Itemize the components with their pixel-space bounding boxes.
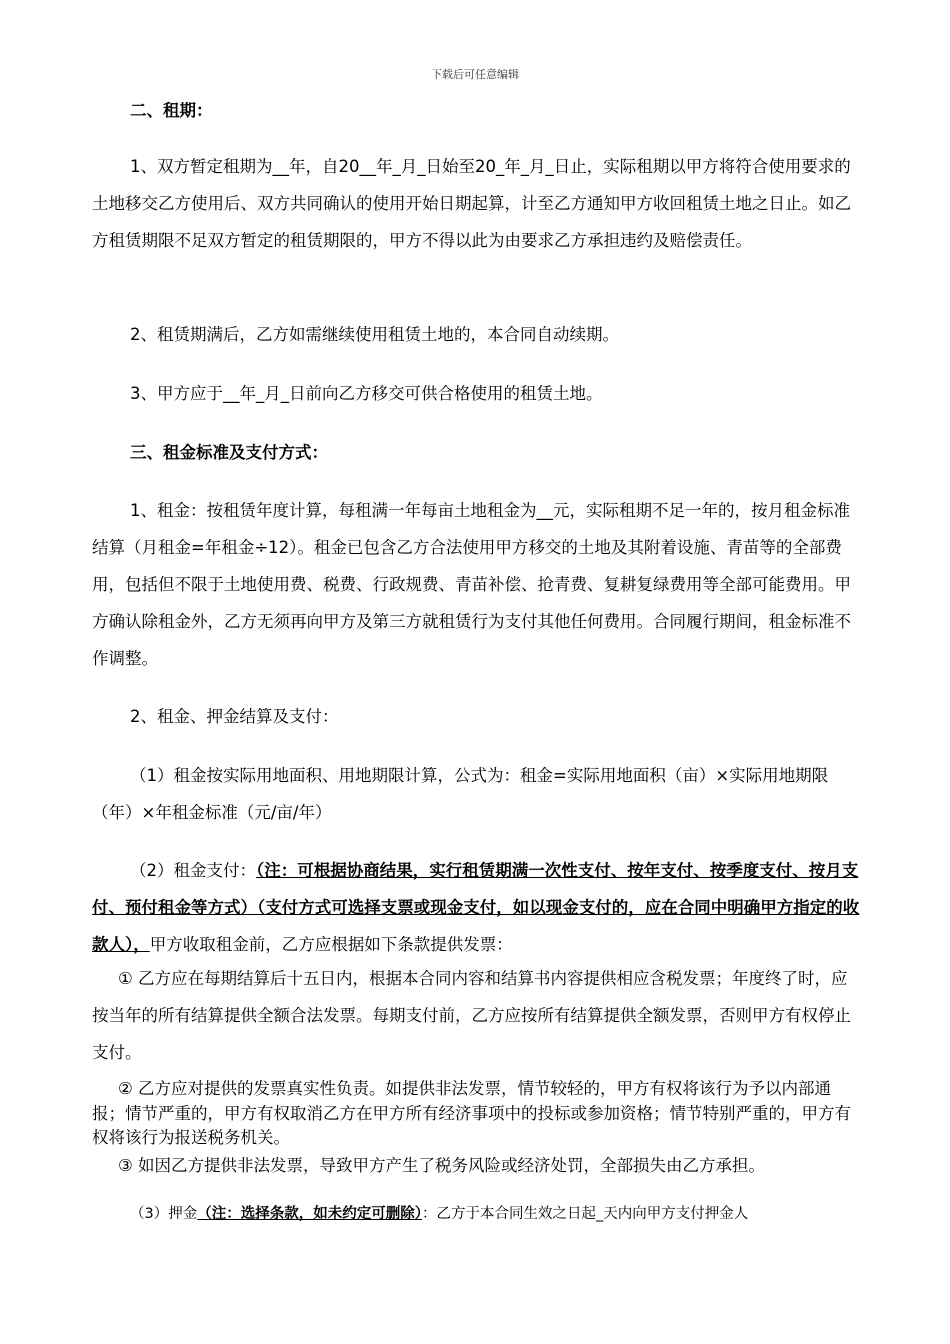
term-clause-1: 1、双方暂定租期为__年，自20__年_月_日始至20_年_月_日止，实际租期以甲方将符合使用要求的土地移交乙方使用后、双方共同确认的使用开始日期起算，计至乙方通知甲方收回租赁土地之日止。如乙方租赁期限不足双方暂定的租赁期限的，甲方不得以此为由要求乙方承担违约及赔偿责任。 xyxy=(92,157,851,250)
term-clause-3-block xyxy=(92,375,860,412)
invoice-item-3-block xyxy=(92,1154,860,1179)
term-clause-3: 3、甲方应于__年_月_日前向乙方移交可供合格使用的租赁土地。 xyxy=(130,384,603,403)
invoice-item-3: ③ 如因乙方提供非法发票，导致甲方产生了税务风险或经济处罚，全部损失由乙方承担。 xyxy=(118,1156,766,1175)
term-clause-1-block xyxy=(92,148,860,259)
rent-clause-2-block xyxy=(92,698,860,735)
section-3-title: 三、租金标准及支付方式： xyxy=(130,443,328,462)
term-clause-2: 2、租赁期满后，乙方如需继续使用租赁土地的，本合同自动续期。 xyxy=(130,325,619,344)
rent-clause-1-block xyxy=(92,492,860,677)
deposit-label: （3）押金 xyxy=(130,1206,198,1222)
rent-formula: （1）租金按实际用地面积、用地期限计算，公式为：租金=实际用地面积（亩）×实际用地期限（年）×年租金标准（元/亩/年） xyxy=(92,766,829,822)
rent-clause-2: 2、租金、押金结算及支付： xyxy=(130,707,339,726)
rent-payment-invoice-intro: 甲方收取租金前，乙方应根据如下条款提供发票： xyxy=(149,935,513,954)
rent-payment-note: （注：可根据协商结果，实行租赁期满一次性支付、按年支付、按季度支付、按月支付、预付租金等方式）（支付方式可选择支票或现金支付，如以现金支付的，应在合同中明确甲方指定的收款人）， xyxy=(92,861,860,954)
invoice-item-2: ② 乙方应对提供的发票真实性负责。如提供非法发票，情节较轻的，甲方有权将该行为予以内部通报；情节严重的，甲方有权取消乙方在甲方所有经济事项中的投标或参加资格；情节特别严重的，甲方有权将该行为报送税务机关。 xyxy=(92,1079,851,1147)
section-2-title-block xyxy=(92,92,860,129)
section-2-title: 二、租期： xyxy=(130,101,213,120)
rent-formula-block xyxy=(92,757,860,831)
term-clause-2-block xyxy=(92,316,860,353)
deposit-clause-block xyxy=(92,1203,860,1225)
deposit-note: （注：选择条款，如未约定可删除） xyxy=(197,1206,422,1222)
rent-payment-block xyxy=(92,852,860,963)
invoice-item-2-block xyxy=(92,1077,860,1151)
rent-payment xyxy=(92,852,860,963)
rent-payment-label: （2）租金支付： xyxy=(130,861,256,880)
invoice-item-1-block xyxy=(92,960,860,1071)
section-3-title-block xyxy=(92,434,860,471)
deposit-text: ：乙方于本合同生效之日起_天内向甲方支付押金人 xyxy=(421,1206,749,1222)
page-header: 下载后可任意编辑 xyxy=(431,68,519,81)
rent-clause-1: 1、租金：按租赁年度计算，每租满一年每亩土地租金为__元，实际租期不足一年的，按月租金标准结算（月租金=年租金÷12）。租金已包含乙方合法使用甲方移交的土地及其附着设施、青苗等的全部费用，包括但不限于土地使用费、税费、行政规费、青苗补偿、抢青费、复耕复绿费用等全部可能费用。甲方确认除租金外，乙方无须再向甲方及第三方就租赁行为支付其他任何费用。合同履行期间，租金标准不作调整。 xyxy=(92,501,851,668)
deposit-clause xyxy=(92,1203,860,1225)
invoice-item-1: ① 乙方应在每期结算后十五日内，根据本合同内容和结算书内容提供相应含税发票；年度终了时，应按当年的所有结算提供全额合法发票。每期支付前，乙方应按所有结算提供全额发票，否则甲方有权停止支付。 xyxy=(92,969,851,1062)
